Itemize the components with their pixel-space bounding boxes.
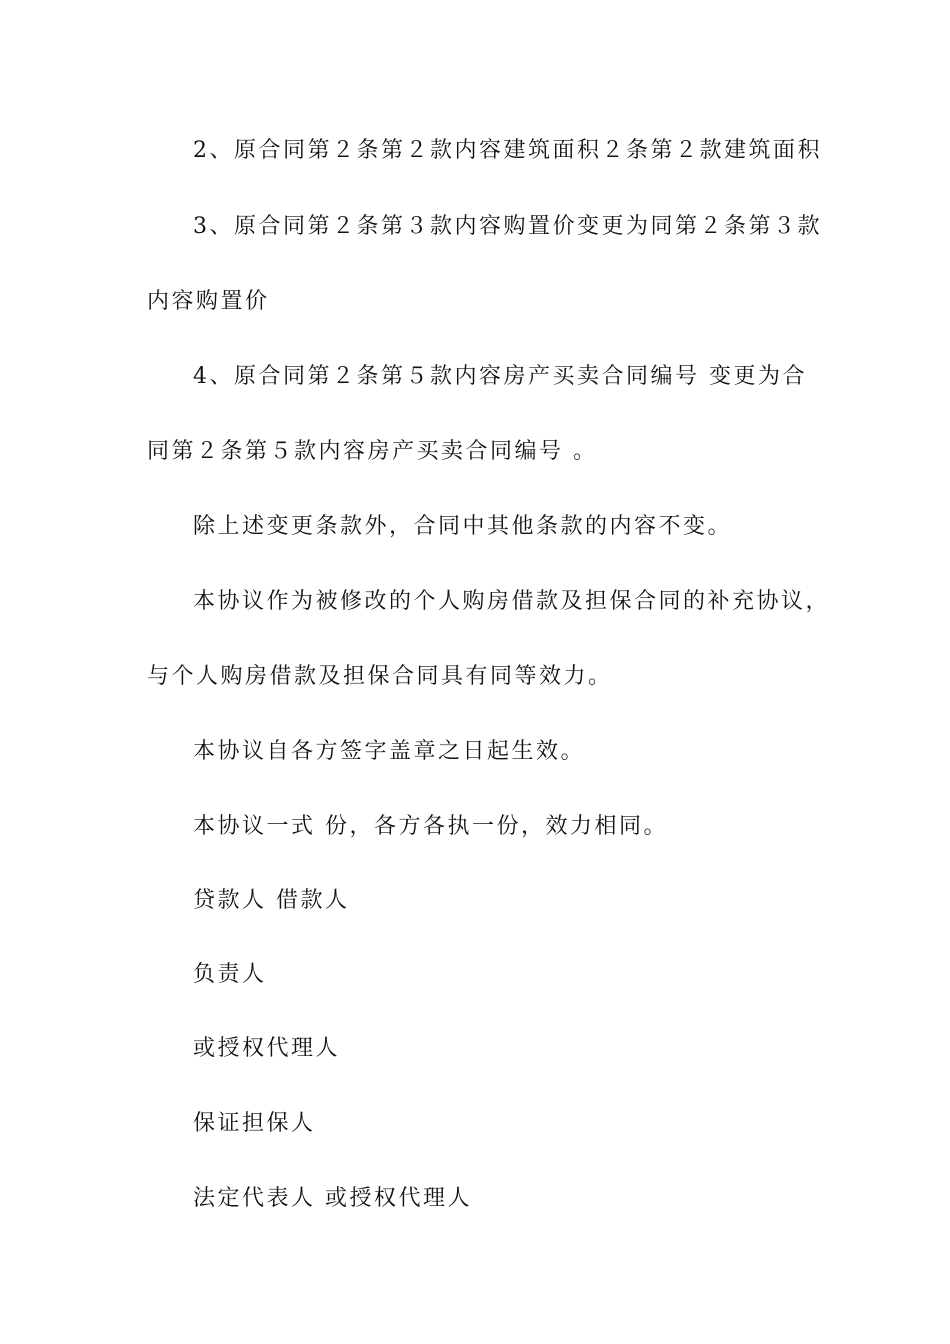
clause-4-line-2: 同第２条第５款内容房产买卖合同编号 。 <box>147 439 598 464</box>
clause-4-line-1: 4、原合同第２条第５款内容房产买卖合同编号 变更为合 <box>193 364 807 389</box>
signature-lender-borrower: 贷款人 借款人 <box>193 888 350 913</box>
clause-3-line-1: 3、原合同第２条第３款内容购置价变更为同第２条第３款 <box>193 214 822 239</box>
supplement-paragraph-line-1: 本协议作为被修改的个人购房借款及担保合同的补充协议， <box>193 589 831 614</box>
signature-legal-representative: 法定代表人 或授权代理人 <box>193 1186 472 1211</box>
signature-responsible-person: 负责人 <box>193 962 267 987</box>
effective-date-paragraph: 本协议自各方签字盖章之日起生效。 <box>193 739 586 764</box>
supplement-paragraph-line-2: 与个人购房借款及担保合同具有同等效力。 <box>147 664 613 689</box>
clause-3-line-2: 内容购置价 <box>147 289 270 314</box>
signature-authorized-agent: 或授权代理人 <box>193 1036 341 1061</box>
clause-2-line: 2、原合同第２条第２款内容建筑面积２条第２款建筑面积 <box>193 138 822 163</box>
unchanged-terms-paragraph: 除上述变更条款外，合同中其他条款的内容不变。 <box>193 514 733 539</box>
signature-guarantor: 保证担保人 <box>193 1111 316 1136</box>
copies-paragraph: 本协议一式 份，各方各执一份，效力相同。 <box>193 814 668 839</box>
